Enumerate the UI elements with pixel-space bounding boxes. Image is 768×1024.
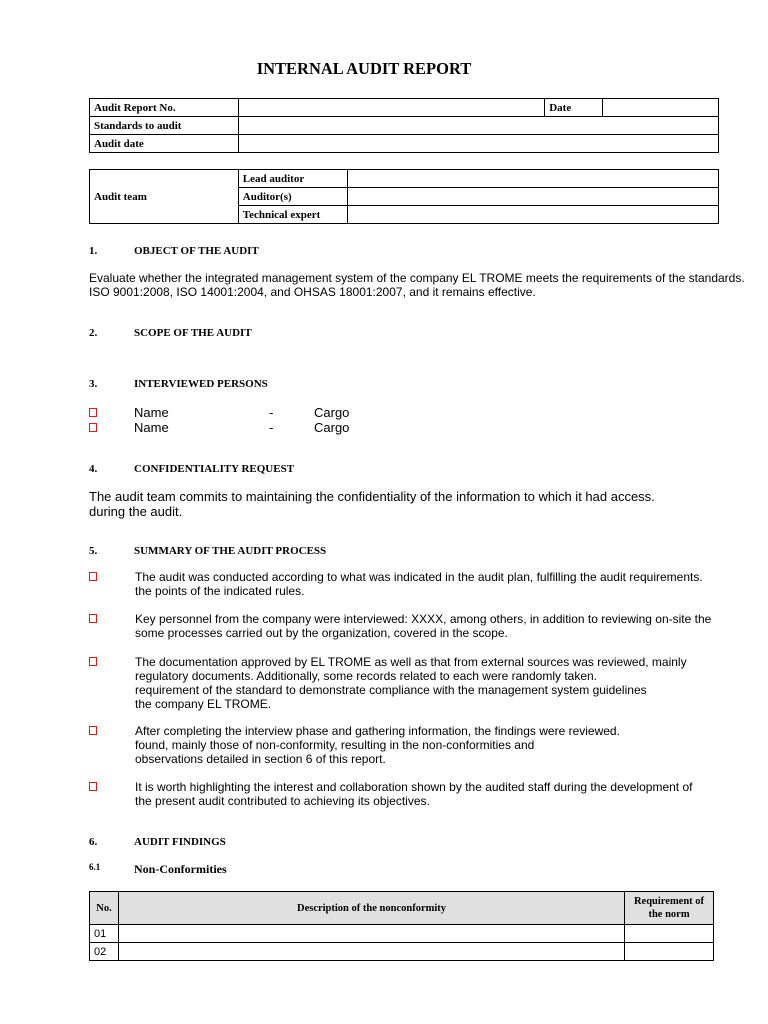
row-description-cell[interactable] — [118, 925, 624, 943]
audit-header-table — [89, 98, 719, 153]
summary-line: observations detailed in section 6 of this report. — [135, 752, 386, 766]
summary-line: After completing the interview phase and gathering information, the findings were reviewed. — [135, 724, 620, 738]
table-row — [90, 943, 714, 961]
section-2-title: SCOPE OF THE AUDIT — [134, 327, 252, 339]
section-4-title: CONFIDENTIALITY REQUEST — [134, 463, 295, 475]
audit-report-no-label: Audit Report No. — [90, 99, 239, 117]
col-header-requirement: Requirement of the norm — [625, 892, 714, 925]
summary-line: Key personnel from the company were interviewed: XXXX, among others, in addition to reviewing on-site the — [135, 612, 712, 626]
nonconformities-table — [89, 891, 714, 961]
date-field[interactable] — [603, 99, 719, 117]
summary-line: requirement of the standard to demonstrate compliance with the management system guidelines — [135, 683, 647, 697]
section-4-text — [89, 489, 655, 519]
col-header-description: Description of the nonconformity — [118, 892, 624, 925]
summary-line: The audit was conducted according to what was indicated in the audit plan, fulfilling the audit requirements. — [135, 570, 703, 584]
section-6-1-number: 6.1 — [89, 862, 101, 872]
auditors-label: Auditor(s) — [238, 188, 347, 206]
section-6-1-title: Non-Conformities — [134, 862, 227, 876]
person-dash: - — [269, 405, 274, 420]
checkbox-bullet-icon — [89, 408, 97, 417]
section-1-line: ISO 9001:2008, ISO 14001:2004, and OHSAS 18001:2007, and it remains effective. — [89, 285, 536, 299]
checkbox-bullet-icon — [89, 726, 97, 735]
section-1-number: 1. — [89, 245, 98, 257]
standards-label: Standards to audit — [90, 117, 239, 135]
lead-auditor-field[interactable] — [347, 170, 718, 188]
section-6-number: 6. — [89, 836, 98, 848]
person-cargo: Cargo — [314, 405, 350, 420]
summary-line: found, mainly those of non-conformity, resulting in the non-conformities and — [135, 738, 535, 752]
technical-expert-field[interactable] — [347, 206, 718, 224]
section-3-number: 3. — [89, 378, 98, 390]
table-row — [90, 925, 714, 943]
technical-expert-label: Technical expert — [238, 206, 347, 224]
section-4-line: The audit team commits to maintaining the confidentiality of the information to which it had access. — [89, 489, 655, 504]
row-requirement-cell[interactable] — [625, 925, 714, 943]
section-1-line: Evaluate whether the integrated management system of the company EL TROME meets the requirements of the standards. — [89, 271, 745, 285]
lead-auditor-label: Lead auditor — [238, 170, 347, 188]
summary-line: the company EL TROME. — [135, 697, 272, 711]
audit-team-table — [89, 169, 719, 224]
section-3-title: INTERVIEWED PERSONS — [134, 378, 268, 390]
col-header-no: No. — [90, 892, 119, 925]
row-number: 01 — [90, 925, 119, 943]
section-4-number: 4. — [89, 463, 98, 475]
checkbox-bullet-icon — [89, 614, 97, 623]
checkbox-bullet-icon — [89, 657, 97, 666]
audit-team-label: Audit team — [90, 170, 239, 224]
summary-line: The documentation approved by EL TROME as well as that from external sources was reviewed, mainly — [135, 655, 687, 669]
section-5-number: 5. — [89, 545, 98, 557]
section-5-title: SUMMARY OF THE AUDIT PROCESS — [134, 545, 327, 557]
summary-line: regulatory documents. Additionally, some records related to each were randomly taken. — [135, 669, 598, 683]
row-number: 02 — [90, 943, 119, 961]
section-1-title: OBJECT OF THE AUDIT — [134, 245, 259, 257]
summary-line: some processes carried out by the organization, covered in the scope. — [135, 626, 508, 640]
section-1-text — [89, 271, 745, 299]
audit-report-no-field[interactable] — [238, 99, 544, 117]
section-4-line: during the audit. — [89, 504, 183, 519]
person-name: Name — [134, 420, 169, 435]
checkbox-bullet-icon — [89, 782, 97, 791]
person-dash: - — [269, 420, 274, 435]
audit-date-field[interactable] — [238, 135, 718, 153]
audit-date-label: Audit date — [90, 135, 239, 153]
summary-line: the present audit contributed to achieving its objectives. — [135, 794, 430, 808]
standards-field[interactable] — [238, 117, 718, 135]
summary-line: the points of the indicated rules. — [135, 584, 305, 598]
row-description-cell[interactable] — [118, 943, 624, 961]
section-6-title: AUDIT FINDINGS — [134, 836, 226, 848]
date-label: Date — [545, 99, 603, 117]
summary-line: It is worth highlighting the interest and collaboration shown by the audited staff during the development of — [135, 780, 693, 794]
document-title: INTERNAL AUDIT REPORT — [256, 59, 472, 78]
auditors-field[interactable] — [347, 188, 718, 206]
checkbox-bullet-icon — [89, 423, 97, 432]
person-cargo: Cargo — [314, 420, 350, 435]
row-requirement-cell[interactable] — [625, 943, 714, 961]
checkbox-bullet-icon — [89, 572, 97, 581]
section-2-number: 2. — [89, 327, 98, 339]
person-name: Name — [134, 405, 169, 420]
